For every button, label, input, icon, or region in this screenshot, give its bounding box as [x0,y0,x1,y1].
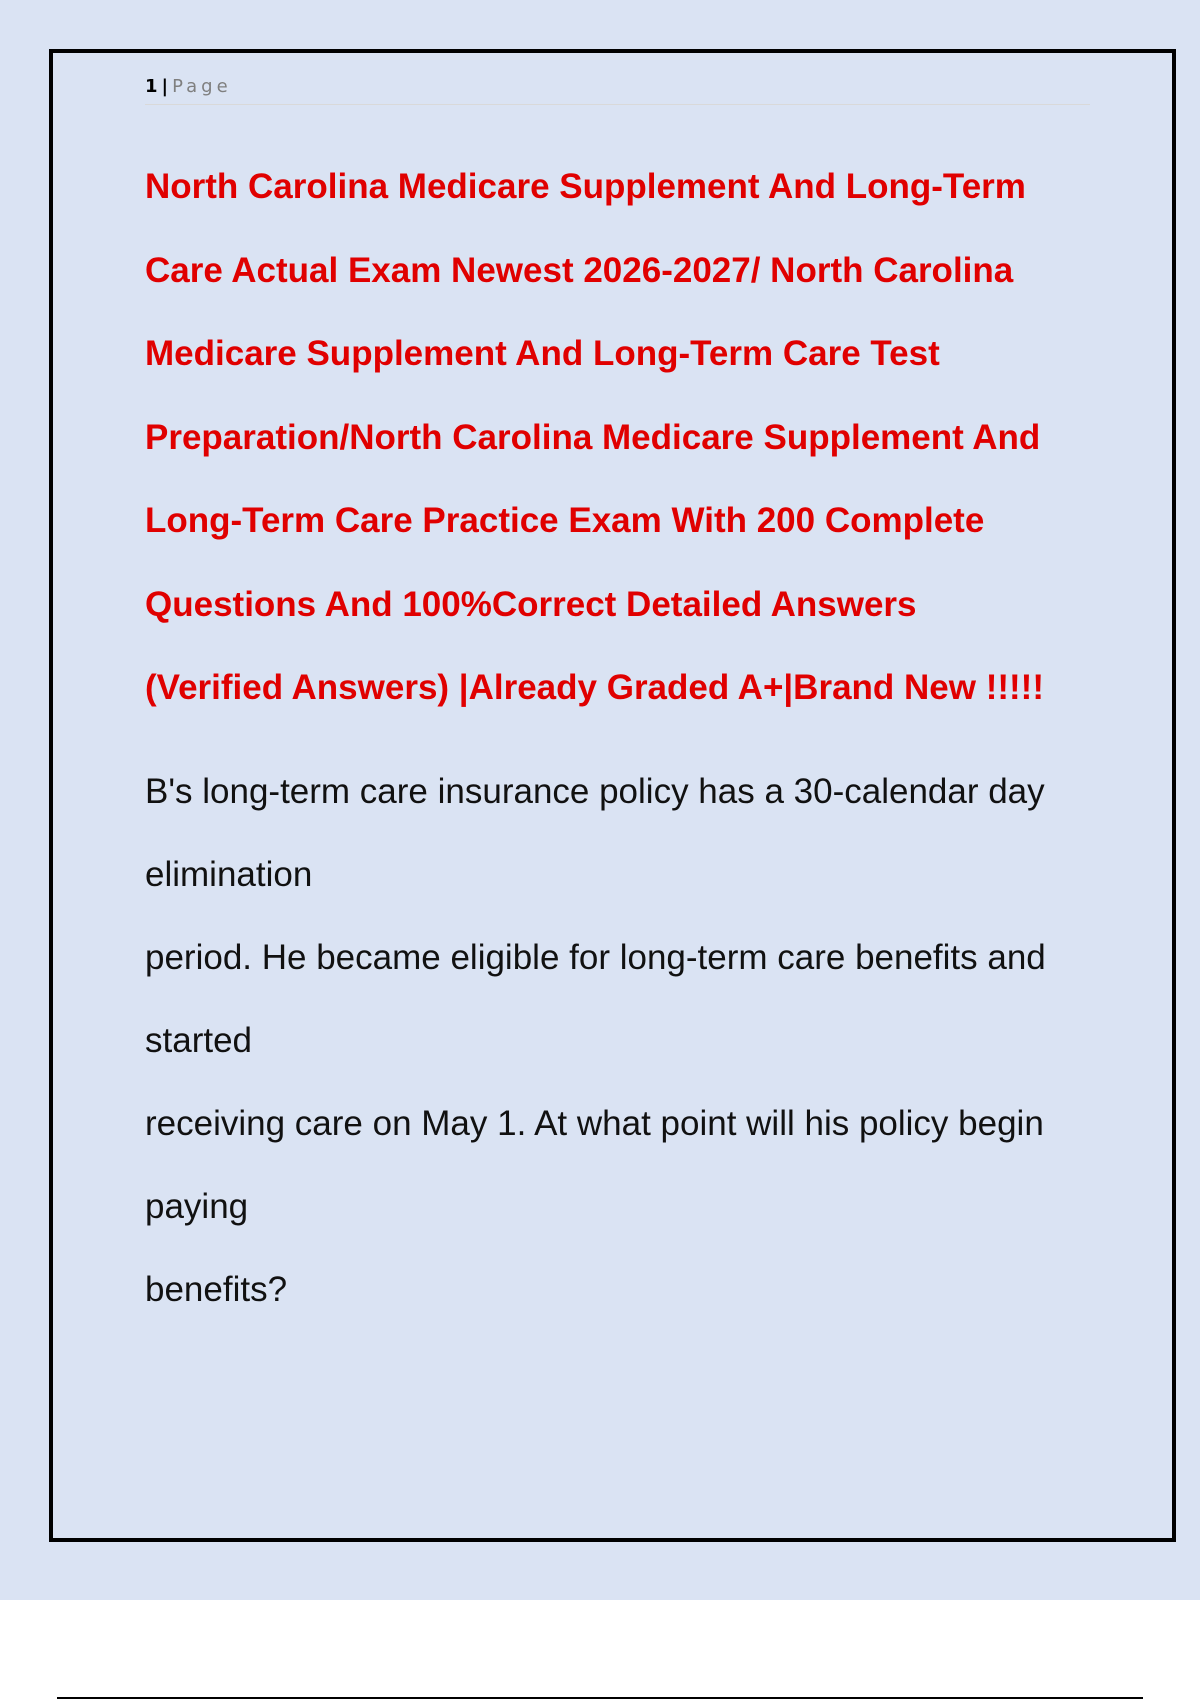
title-line: Care Actual Exam Newest 2026-2027/ North Carolina [145,250,1014,290]
page-header [145,74,1090,105]
title-line: Long-Term Care Practice Exam With 200 Complete [145,501,985,540]
question-line: B's long-term care insurance policy has a 30-calendar day [145,772,1045,811]
question-line: receiving care on May 1. At what point will his policy begin [145,1104,1044,1143]
title-line: Preparation/North Carolina Medicare Supplement And [145,417,1041,457]
question-text [145,750,1095,1331]
title-line: Medicare Supplement And Long-Term Care Test [145,334,940,373]
title-line: (Verified Answers) |Already Graded A+|Brand New !!!!! [145,668,1044,707]
footer-rule [57,1697,1143,1699]
title-line: Questions And 100%Correct Detailed Answers [145,584,917,624]
question-line: elimination [145,855,313,894]
page-separator: | [161,76,169,97]
question-line: paying [145,1187,249,1226]
question-line: started [145,1021,252,1060]
page-number: 1 [145,76,158,97]
title-line: North Carolina Medicare Supplement And Long-Term [145,167,1026,206]
question-line: period. He became eligible for long-term care benefits and [145,938,1046,977]
page-label: Page [172,76,232,97]
document-title [145,145,1095,730]
question-line: benefits? [145,1270,288,1309]
